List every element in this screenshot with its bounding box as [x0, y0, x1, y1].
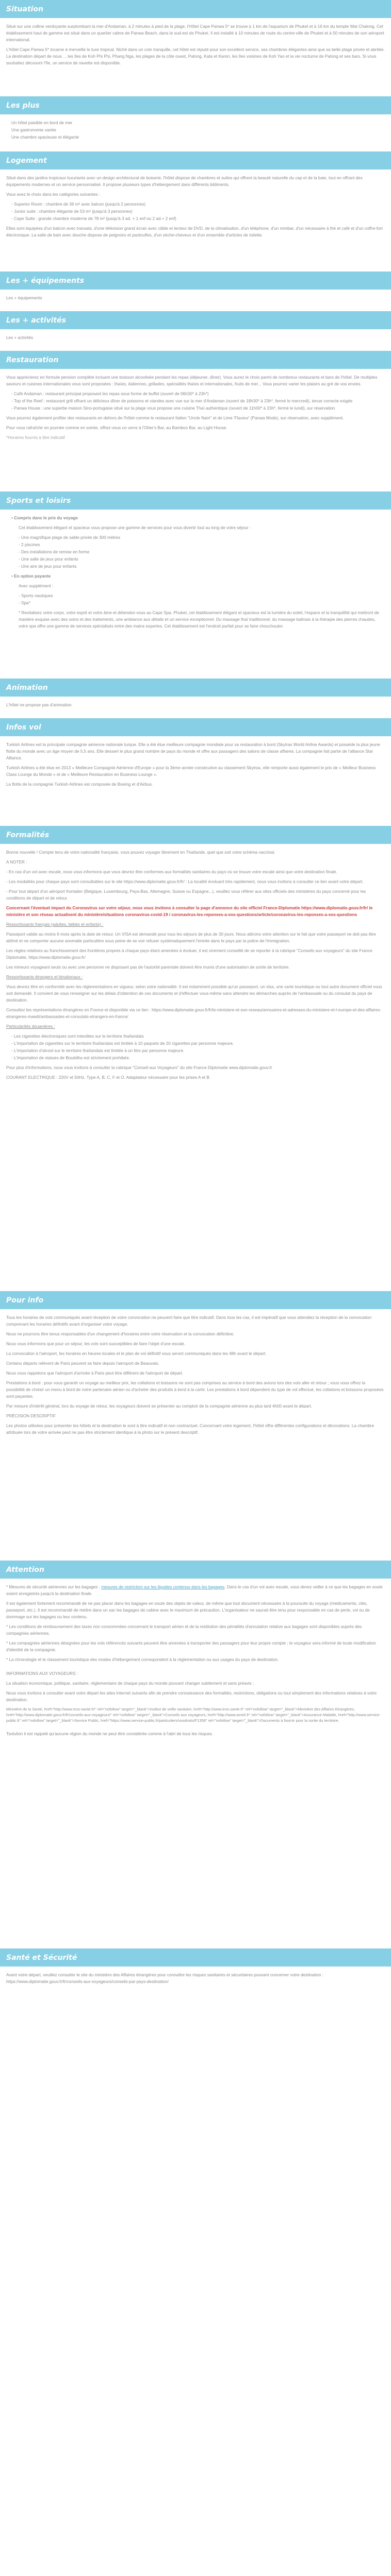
subheading: Ressortissants étrangers et binationaux :	[6, 975, 83, 979]
alert-paragraph: Concernant l'éventuel impact du Coronavirus sur votre séjour, nous vous invitons à consulter la page d'annonce du site officiel France-Diplomatie https://www.diplomatie.gouv.fr/fr/ le ministère et son réseau actualisent du ministère/situations coronavirus-covid-19 / coronavirus-les-reponses-a-vos-questions/article/coronavirus-les-reponses-a-vos-questions	[6, 906, 373, 917]
paragraph: - Les modalités pour chaque pays sont consultables sur le site https://www.diplomatie.gouv.fr/fr/ : La localité évoluant très rapidement, nous vous invitons à consulter ce lien avant votre départ.	[6, 879, 364, 884]
paragraph: Elles sont équipées d'un balcon avec transats, d'une télévision grand écran avec câble et lecteur de DVD, de la climatisation, d'un téléphone, d'un minibar, d'un nécessaire à thé et café et d'un coffre-fort électronique. La salle de bain avec douche dispose de peignoirs et pantoufles, d'un sèche-cheveux et d'un ensemble d'articles de toilette.	[6, 226, 383, 238]
paragraph: Nous vous rappelons que l'aéroport d'arrivée à Paris peut être différent de l'aéroport de départ.	[6, 1371, 184, 1376]
paragraph: * Les conditions de remboursement des taxes non consommées concernant le transport aérien et de la restitution des pénalités d'annulation relative aux bagages sont disponibles auprès des compagnies aériennes.	[6, 1624, 362, 1636]
paragraph: Les + activités	[6, 335, 34, 340]
paragraph: Vous devrez être en conformité avec les réglementations en vigueur, selon votre nationalité. Il est notamment possible qu'un passeport, un visa, une carte touristique ou tout autre document officiel vous soit demandé. Il convient de vous renseigner sur les délais d'obtention de ces documents et d'effectuer vous-même sans attendre les démarches auprès de l'ambassade ou du consulat du pays de destination.	[6, 985, 382, 1003]
paragraph: Avec supplément :	[19, 584, 54, 588]
paragraph: Vous apprécierez en formule pension complète incluant une boisson alcoolisée pendant les repas (déjeuner, dîner). Vous aurez le choix parmi de nombreux restaurants et bars de l'hôtel. De multiples saveurs et cuisines internationales vous sont proposées : thaïes, italiennes, grillades, spécialités thaïes et internationales, fruits de mer... Vous pourrez varier les plaisirs au gré de vos envies.	[6, 375, 378, 386]
paragraph: Les règles relatives au franchissement des frontières propres à chaque pays étant amenées à évoluer, il est vivement conseillé de se reporter à la rubrique "Conseils aux voyageurs" du site France Diplomatie, https://www.diplomatie.gouv.fr/	[6, 948, 372, 960]
section-header-logement	[0, 151, 391, 170]
section-formalites	[0, 844, 391, 1291]
paragraph: * La chronologie et le classement touristique des modes d'hébergement correspondent à la réglementation ou aux usages du pays de destination.	[6, 1657, 279, 1662]
paragraph: Nous ne pourrons être tenus responsables d'un changement d'horaires entre votre réservation et la convocation définitive.	[6, 1332, 235, 1336]
paragraph: L'hôtel ne propose pas d'animation.	[6, 703, 73, 707]
list-item: - Une magnifique plage de sable privée de 300 mètres	[19, 535, 121, 540]
list-item: - Top of the Reef : restaurant grill offrant un délicieux dîner de poissons et viandes avec vue sur la mer d'Andaman (ouvert de 18h30* à 23h*, fermé le mercredi), tenue correcte exigée	[11, 399, 353, 403]
section-attention	[0, 1579, 391, 1948]
paragraph: *Horaires fournis à titre indicatif	[6, 435, 65, 440]
paragraph: - En cas d'un vol avec escale, nous vous informons que vous devrez être conformes aux formalités sanitaires du pays où se trouve votre escale ainsi que votre destination finale.	[6, 870, 337, 874]
paragraph: Turkish Airlines a été élue en 2013 « Meilleure Compagnie Aérienne d'Europe » pour la 3ème année consécutive au classement Skytrax, elle remporte aussi également le prix de « Meilleur Business Class Lounge du Monde » et de « Meilleure Restauration en Business Lounge ».	[6, 766, 376, 777]
section-title: Les + activités	[6, 316, 66, 325]
paragraph: Tsolution il est rappelé qu'aucune région du monde ne peut être considérée comme à l'abri de tous les risques.	[6, 1732, 213, 1736]
section-activites	[0, 329, 391, 351]
links-paragraph[interactable]: Ministère de la Santé, href="http://www.mss-sante.fr/" rel="nofollow" target="_blank">Institut de veille sanitaire, href="http://www.invs.sante.fr" rel="nofollow" target="_blank">Ministère des Affaires Etrangères, href="http://www.diplomatie.gouv.fr/fr/conseils-aux-voyageurs/" rel="nofollow" target="_blank">Conseils aux voyageurs, href="http://www.ameli.fr" rel="nofollow" target="_blank">Assurance Maladie, href="http://www.service-public.fr" rel="nofollow" target="_blank">Service Public, href="https://www.service-public.fr/particuliers/vosdroits/F1358" rel="nofollow" target="_blank">Documents à fournir pour la sortie du territoire.	[6, 1707, 381, 1723]
paragraph: L'hôtel Cape Panwa 5* incarne à merveille le luxe tropical. Niché dans un coin tranquille, cet hôtel est réputé pour son excellent service, ses chambres élégantes ainsi que sa belle plage privée et abritée. La destination départ de nous ... les îles de Koh Phi Phi, Phang Nga, les plages de la côte ouest, Patong, Kata et Karon, les îles voisines de Koh Yao et la vie nocturne de Patong et ses bars. Si vous souhaitez découvrir l'île, un service de navette est disponible.	[6, 47, 385, 65]
section-header-formalites	[0, 826, 391, 844]
section-title: Logement	[6, 156, 47, 165]
list-item: - L'importation de cigarettes sur le territoire thaïlandais est limitée à 10 paquets de 20 cigarettes par personne majeure.	[11, 1041, 234, 1046]
section-logement	[0, 170, 391, 272]
list-item: Un hôtel paisible en bord de mer	[11, 121, 73, 125]
list-item: - L'importation de statues de Bouddha est strictement prohibée.	[11, 1056, 131, 1060]
list-item: - Une aire de jeux pour enfants	[19, 564, 77, 569]
paragraph: Vous avez le choix dans les catégories suivantes :	[6, 192, 101, 197]
section-title: Les plus	[6, 101, 40, 110]
paragraph: Prestations à bord : pour vous garantir un voyage au meilleur prix, les collations et boissons ne sont pas comprises au service à bord des avions lors des vols aller et retour ; vous vous offrez la possibilité de choisir un menu à bord de notre partenaire aérien ou d'acheter des produits à bord à la carte. Les prestations à bord dépendent du type de vol effectué, les collations et boissons proposées sont payantes.	[6, 1381, 384, 1399]
paragraph: Vous pourrez également profiter des restaurants en dehors de l'hôtel comme le restaurant Italien "Uncle Nam" et de Lime 'Flaveur' (Panwa Mode), sur réservation, avec supplément.	[6, 416, 344, 420]
paragraph: A NOTER :	[6, 860, 27, 865]
paragraph: Les photos utilisées pour présenter les hôtels et la destination le sont à titre indicatif et non contractuel. Concernant votre logement, l'hôtel offre différentes configurations et décorations. La chambre attribuée lors de votre arrivée peut ne pas être strictement identique à la photo sur le présent descriptif.	[6, 1423, 374, 1435]
section-title: Situation	[6, 5, 44, 13]
paragraph: Tous les horaires de vols communiqués avant réception de votre convocation ne peuvent faire que titre indicatif. Dans tous les cas, il est impératif que vous attendiez la réception de la convocation comprenant les horaires définitifs avant d'organiser votre voyage.	[6, 1315, 372, 1327]
list-item: - Superior Room : chambre de 36 m² avec balcon (jusqu'à 2 personnes)	[11, 202, 146, 207]
section-header-sante	[0, 1948, 391, 1967]
subheading: INFORMATIONS AUX VOYAGEURS :	[6, 1671, 78, 1676]
list-item: - Des installations de remise en forme	[19, 550, 90, 554]
section-header-sports	[0, 492, 391, 510]
section-situation	[0, 18, 391, 96]
paragraph: Situé sur une colline verdoyante surplombant la mer d'Andaman, à 2 minutes à pied de la plage, l'Hôtel Cape Panwa 5* se trouve à 1 km de l'aquarium de Phuket et à 16 km du temple Wat Chalong. Cet établissement haut de gamme est situé dans un quartier calme de Panwa Beach, dans le sud-est de Phuket. Il est installé à 10 minutes de route du centre-ville de Phuket et à 50 minutes de son aéroport international.	[6, 24, 384, 42]
paragraph: Nous vous informons que pour un séjour, les vols sont susceptibles de faire l'objet d'une escale.	[6, 1342, 186, 1346]
list-item: - Café Andaman : restaurant principal proposant les repas sous forme de buffet (ouvert de 06h30* à 23h*)	[11, 392, 209, 396]
list-item: Une gastronomie variée	[11, 128, 56, 132]
liquids-restriction-link[interactable]: mesures de restriction sur les liquides contenus dans les bagages	[101, 1585, 225, 1589]
paragraph: Passeport valide au moins 6 mois après la date de retour. Un VISA est demandé pour tous les séjours de plus de 30 jours. Nous attirons votre attention sur le fait que votre passeport ne doit pas être abîmé et ne comporter aucune anomalie particulière sous peine de se voir refuser systématiquement l'entrée dans le pays par la police de l'immigration.	[6, 932, 376, 943]
section-header-equipements	[0, 272, 391, 290]
paragraph: Par mesure d'intérêt général, lors du voyage de retour, les voyageurs doivent se présenter au comptoir de la compagnie aérienne au plus tard 4h00 avant le départ.	[6, 1404, 312, 1409]
section-title: Restauration	[6, 355, 59, 364]
section-title: Formalités	[6, 831, 50, 839]
section-header-activites	[0, 311, 391, 329]
section-title: Pour info	[6, 1296, 44, 1304]
paragraph: Les + équipements	[6, 296, 42, 300]
list-item: - Panwa House : une superbe maison Sino-portugaise situé sur la plage vous propose une cuisine Thaï authentique (ouvert de 11h00* à 23h*, fermé le lundi), sur réservation	[11, 406, 335, 411]
paragraph: Pour plus d'informations, nous vous invitons à consulter la rubrique "Conseil aux Voyageurs" du site France Diplomatie www.diplomatie.gouv.fr	[6, 1065, 272, 1070]
section-header-attention	[0, 1561, 391, 1579]
paragraph: * Revitalisez votre corps, votre esprit et votre âme et détendez-vous au Cape Spa. Phuket, cet établissement élégant et spacieux est la lumière du soleil, l'espace et la tranquillité qui mettront de manière exquise avec des soins et des traitements, une ambiance aux détails et un service exceptionnel. Du massage thaï traditionnel, du massage balinais à la thérapie des pierres chaudes, votre spa offre une gamme de services spécialisés entre des mains expertes. Cet établissement est l'endroit parfait pour se faire chouchouter.	[19, 611, 379, 629]
list-item: • Compris dans le prix du voyage	[11, 516, 78, 520]
paragraph: Cet établissement élégant et spacieux vous propose une gamme de services pour vous divertir tout au long de votre séjour :	[19, 526, 251, 530]
section-header-animation	[0, 679, 391, 697]
section-sante	[0, 1967, 391, 1996]
paragraph: Avant votre départ, veuillez consulter le site du ministère des Affaires étrangères pour connaître les risques sanitaires et sécuritaires pouvant concerner votre destination : https://www.diplomatie.gouv.fr/fr/conseils-aux-voyageurs/conseils-par-pays-destination/	[6, 1973, 323, 1984]
list-item: - Cape Suite : grande chambre moderne de 78 m² (jusqu'à 3 ad. + 1 enf ou 2 ad.+ 2 enf)	[11, 216, 176, 221]
section-header-plus	[0, 96, 391, 114]
paragraph: La flotte de la compagnie Turkish Airlines est composée de Boeing et d'Airbus.	[6, 782, 153, 787]
paragraph: Les mineurs voyageant seuls ou avec une personne ne disposant pas de l'autorité parentale doivent être munis d'une autorisation de sortie de territoire.	[6, 965, 290, 970]
list-item: - L'importation d'alcool sur le territoire thaïlandais est limitée à un litre par personne majeure.	[11, 1048, 185, 1053]
text: * Mesures de sécurité aériennes sur les bagages :	[6, 1585, 101, 1589]
subheading: Ressortissants français (adultes, bébés et enfants) :	[6, 922, 104, 927]
subheading: En option payante	[14, 574, 51, 579]
section-equipements	[0, 290, 391, 311]
section-title: Animation	[6, 683, 48, 692]
list-item: - Les cigarettes électroniques sont interdites sur le territoire thaïlandais	[11, 1034, 144, 1039]
section-header-situation	[0, 0, 391, 18]
paragraph: * Les compagnies aériennes désignées pour les vols référencés suivants peuvent être amenées à transporter des passagers pour leur propre compte ; le voyageur sera informé de toute modification d'identité de la compagnie.	[6, 1641, 376, 1652]
paragraph: PRÉCISION DESCRIPTIF	[6, 1414, 56, 1418]
section-animation	[0, 697, 391, 718]
paragraph: Consultez les représentations étrangères en France et disponible via ce lien : https://www.diplomatie.gouv.fr/fr/le-ministere-et-son-reseau/annuaires-et-adresses-du-ministere-et-l-europe-et-des-affaires-etrangeres-maedi/ambassades-et-consulats-etrangers-en-france/	[6, 1008, 381, 1019]
section-pour-info	[0, 1309, 391, 1561]
section-title: Les + équipements	[6, 276, 85, 285]
text: . Dans le cas d'un vol avec escale, vous devez veiller à ce que les bagages en soute soient enregistrés jusqu'à la destination finale.	[6, 1585, 383, 1596]
list-item: - 2 piscines	[19, 543, 40, 547]
paragraph	[6, 1584, 385, 1597]
subheading: Particularités douanières :	[6, 1024, 55, 1029]
paragraph: La situation économique, politique, sanitaire, réglementaire de chaque pays du monde pouvant changer subitement et sans préavis :	[6, 1681, 254, 1686]
section-header-pour-info	[0, 1291, 391, 1309]
paragraph: Pour vous rafraîchir en journée comme en soirée, offrez-vous un verre à l'Otter's Bar, au Bamboo Bar, au Light House.	[6, 426, 227, 430]
paragraph: Situé dans des jardins tropicaux luxuriants avec un design architectural de boiserie, l'hôtel dispose de chambres et suites qui offrent la beauté naturelle du cap et de la baie, tout en offrant des équipements modernes et un service personnalisé. Il propose plusieurs types d'hébergement dans différents bâtiments.	[6, 176, 363, 187]
paragraph: Turkish Airlines est la principale compagnie aérienne nationale turque. Elle a été élue meilleure compagnie mondiale pour sa restauration à bord (Skytrax World Airline Awards) et possède la plus jeune flotte du monde avec un âge moyen de 5,5 ans. Elle dessert le plus grand nombre de pays du monde et offre aux passagers des salons de classe affaires. La compagnie fait partie de l'alliance Star Alliance.	[6, 742, 380, 760]
section-title: Santé et Sécurité	[6, 1953, 77, 1962]
paragraph: Nous vous invitons à consulter avant votre départ les sites Internet suivants afin de prendre connaissance des formalités, restrictions, obligations ou tout simplement des informations relatives à votre destination.	[6, 1691, 377, 1702]
paragraph: Il est également fortement recommandé de ne pas placer dans les bagages en soute des objets de valeur, de même que tout document nécessaire à la poursuite du voyage (médicaments, clés, passeport, etc.). Il est recommandé de mettre dans un sac les bagages de cabine avec le maximum de précaution. L'organisateur ne saurait être tenu pour responsable en cas de perte, vol ou de dommage sur les bagages ou leur contenu.	[6, 1601, 370, 1619]
list-item: - Une salle de jeux pour enfants	[19, 557, 78, 562]
paragraph: La convocation à l'aéroport, les horaires en heures locales et le plan de vol définitif vous seront communiqués dans les 48h avant le départ.	[6, 1351, 267, 1356]
section-infos-vol	[0, 736, 391, 826]
section-plus	[0, 114, 391, 151]
list-item: Une chambre spacieuse et élégante	[11, 135, 79, 140]
section-sports	[0, 510, 391, 679]
section-header-restauration	[0, 351, 391, 369]
paragraph: COURANT ELECTRIQUE : 220V et 50Hz. Type A, B, C, F et O. Adaptateur nécessaire pour les prises A et B.	[6, 1075, 211, 1080]
list-item: - Junior suite : chambre élégante de 53 m² (jusqu'à 3 personnes)	[11, 209, 133, 214]
subheading: Compris dans le prix du voyage	[14, 516, 78, 520]
section-restauration	[0, 369, 391, 492]
paragraph: - Pour tout départ d'un aéroport frontalier (Belgique, Luxembourg, Pays-Bas, Allemagne, Suisse ou Espagne...), veuillez vous référer aux sites officiels des ministères du pays concerné pour les conditions de départ et de retour.	[6, 889, 366, 901]
section-header-infos-vol	[0, 718, 391, 736]
section-title: Attention	[6, 1565, 44, 1574]
list-item: • En option payante	[11, 574, 51, 579]
section-title: Sports et loisirs	[6, 496, 71, 505]
list-item: - Sports nautiques	[19, 594, 53, 598]
section-title: Infos vol	[6, 723, 41, 732]
list-item: - Spa*	[19, 601, 30, 605]
paragraph: Bonne nouvelle ! Compte tenu de votre nationalité française, vous pouvez voyager librement en Thaïlande, quel que soit votre schéma vaccinal.	[6, 850, 275, 855]
paragraph: Certains départs relèvent de Paris peuvent se faire depuis l'aéroport de Beauvais.	[6, 1361, 159, 1366]
